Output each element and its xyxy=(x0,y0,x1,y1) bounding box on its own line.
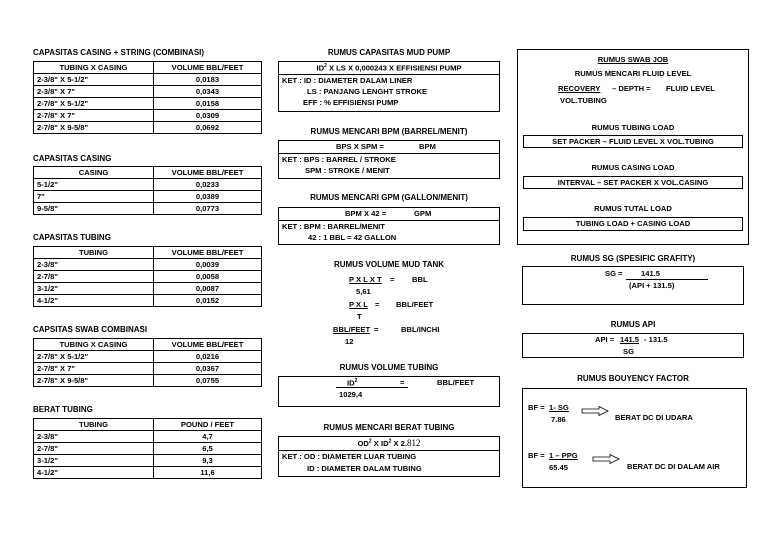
column-header: VOLUME BBL/FEET xyxy=(154,167,262,179)
bf-box xyxy=(522,388,747,488)
table-cell: 4,7 xyxy=(154,431,262,443)
column-header: TUBING xyxy=(34,419,154,431)
mudtank-f2-res: BBL/FEET xyxy=(396,300,434,309)
combinasi-table xyxy=(33,61,262,134)
table-row xyxy=(34,443,262,455)
mudtank-f1-eq: = xyxy=(390,275,395,284)
table-cell: 3-1/2" xyxy=(34,283,154,295)
arrow-right-icon xyxy=(581,406,609,416)
table-cell: 7" xyxy=(34,191,154,203)
formula-part: X ID xyxy=(371,439,389,448)
column-header: TUBING X CASING xyxy=(34,339,154,351)
table-cell: 2-3/8" xyxy=(34,431,154,443)
formula-sup: 2 xyxy=(324,63,327,69)
gpm-box xyxy=(278,207,500,245)
table-cell: 4-1/2" xyxy=(34,467,154,479)
voltubing-den: 1029,4 xyxy=(339,390,363,399)
column-header: TUBING X CASING xyxy=(34,62,154,74)
api-lhs: API = xyxy=(595,335,615,344)
berat-title: BERAT TUBING xyxy=(33,405,93,414)
table-cell: 0,0233 xyxy=(154,179,262,191)
gpm-ket2: 42 : 1 BBL = 42 GALLON xyxy=(308,233,397,242)
gpm-ket1: KET : BPM : BARREL/MENIT xyxy=(282,222,385,231)
fluidlevel-title: RUMUS MENCARI FLUID LEVEL xyxy=(574,69,692,78)
table-row xyxy=(34,98,262,110)
divider xyxy=(279,153,499,154)
bf2-res: BERAT DC DI DALAM AIR xyxy=(627,462,720,471)
fluidlevel-res: FLUID LEVEL xyxy=(666,84,715,93)
table-cell: 2-7/8" xyxy=(34,443,154,455)
fluidlevel-num: RECOVERY xyxy=(558,84,601,93)
berat-table xyxy=(33,418,262,479)
table-row xyxy=(34,203,262,215)
bf2-num: 1 – PPG xyxy=(549,451,578,460)
table-cell: 9,3 xyxy=(154,455,262,467)
divider xyxy=(279,450,499,451)
table-row xyxy=(34,351,262,363)
table-cell: 2-3/8" X 5-1/2" xyxy=(34,74,154,86)
table-row xyxy=(34,179,262,191)
table-cell: 0,0216 xyxy=(154,351,262,363)
voltubing-title: RUMUS VOLUME TUBING xyxy=(339,363,439,372)
gpm-result: GPM xyxy=(414,209,432,218)
table-cell: 2-3/8" xyxy=(34,259,154,271)
table-row xyxy=(34,455,262,467)
berattubing-box xyxy=(278,436,500,477)
mudtank-f2-num: P X L xyxy=(349,300,368,309)
table-cell: 0,0152 xyxy=(154,295,262,307)
api-num: 141.5 xyxy=(620,335,640,344)
bf1-res: BERAT DC DI UDARA xyxy=(615,413,693,422)
sg-box xyxy=(522,266,744,305)
table-row xyxy=(34,375,262,387)
table-cell: 0,0183 xyxy=(154,74,262,86)
mudtank-f1-den: 5,61 xyxy=(356,287,371,296)
column-header: POUND / FEET xyxy=(154,419,262,431)
bf2-lhs: BF = xyxy=(528,451,545,460)
mudpump-box xyxy=(278,61,500,112)
table-cell: 9-5/8" xyxy=(34,203,154,215)
fraction-bar xyxy=(336,387,408,388)
gpm-formula: BPM X 42 = xyxy=(345,209,387,218)
bf1-den: 7.86 xyxy=(551,415,566,424)
table-cell: 5-1/2" xyxy=(34,179,154,191)
column-header: VOLUME BBL/FEET xyxy=(154,339,262,351)
mudpump-ket3: EFF : % EFFISIENSI PUMP xyxy=(303,98,399,107)
berattubing-formula xyxy=(279,438,499,448)
casingload-formula: INTERVAL – SET PACKER X VOL.CASING xyxy=(557,178,709,187)
formula-part: 812 xyxy=(406,438,421,448)
formula-sup: 2 xyxy=(368,438,372,445)
api-rest: - 131.5 xyxy=(644,335,668,344)
tubingload-formula: SET PACKER – FLUID LEVEL X VOL.TUBING xyxy=(552,137,714,146)
table-cell: 0,0755 xyxy=(154,375,262,387)
divider xyxy=(279,220,499,221)
totalload-title: RUMUS TUTAL LOAD xyxy=(594,204,672,213)
divider xyxy=(279,74,499,75)
swabjob-box xyxy=(517,49,749,245)
combinasi-title: CAPASITAS CASING + STRING (COMBINASI) xyxy=(33,48,205,57)
table-header-row xyxy=(34,419,262,431)
table-row xyxy=(34,74,262,86)
table-cell: 3-1/2" xyxy=(34,455,154,467)
casingload-title: RUMUS CASING LOAD xyxy=(591,163,675,172)
formula-sup: 2 xyxy=(388,438,392,445)
bpm-formula: BPS X SPM = xyxy=(336,142,384,151)
berattubing-title: RUMUS MENCARI BERAT TUBING xyxy=(323,423,455,432)
table-cell: 2-3/8" X 7" xyxy=(34,86,154,98)
totalload-formula: TUBING LOAD + CASING LOAD xyxy=(575,219,691,228)
table-header-row xyxy=(34,247,262,259)
api-box xyxy=(522,333,744,358)
berattubing-ket2: ID : DIAMETER DALAM TUBING xyxy=(307,464,422,473)
bf1-lhs: BF = xyxy=(528,403,545,412)
table-header-row xyxy=(34,167,262,179)
tubing-table xyxy=(33,246,262,307)
column-header: VOLUME BBL/FEET xyxy=(154,62,262,74)
table-row xyxy=(34,295,262,307)
table-header-row xyxy=(34,339,262,351)
mudtank-f1-res: BBL xyxy=(412,275,428,284)
sg-num: 141.5 xyxy=(641,269,661,278)
table-row xyxy=(34,283,262,295)
swab-table xyxy=(33,338,262,387)
fluidlevel-mid: – DEPTH = xyxy=(612,84,651,93)
fluidlevel-den: VOL.TUBING xyxy=(560,96,607,105)
bpm-box xyxy=(278,140,500,179)
table-cell: 2-7/8" X 9-5/8" xyxy=(34,375,154,387)
bf2-den: 65.45 xyxy=(549,463,569,472)
formula-sup: 2 xyxy=(354,378,358,384)
tubingload-formula-box xyxy=(523,135,743,148)
table-row xyxy=(34,259,262,271)
bpm-ket2: SPM : STROKE / MENIT xyxy=(305,166,390,175)
table-header-row xyxy=(34,62,262,74)
table-cell: 2-7/8" xyxy=(34,271,154,283)
gpm-title: RUMUS MENCARI GPM (GALLON/MENIT) xyxy=(310,193,468,202)
table-cell: 0,0343 xyxy=(154,86,262,98)
bf1-num: 1- SG xyxy=(549,403,569,412)
sg-den: (API + 131.5) xyxy=(629,281,675,290)
table-cell: 0,0389 xyxy=(154,191,262,203)
formula-part: ID xyxy=(316,63,325,73)
casing-title: CAPASITAS CASING xyxy=(33,154,112,163)
formula-part: ID xyxy=(347,378,355,388)
tubing-title: CAPASITAS TUBING xyxy=(33,233,111,242)
table-cell: 0,0058 xyxy=(154,271,262,283)
bf-title: RUMUS BOUYENCY FACTOR xyxy=(577,374,689,383)
table-row xyxy=(34,363,262,375)
mudtank-f3-eq: = xyxy=(374,325,379,334)
bpm-ket1: KET : BPS : BARREL / STROKE xyxy=(282,155,396,164)
table-cell: 0,0087 xyxy=(154,283,262,295)
arrow-right-icon xyxy=(592,454,620,464)
table-cell: 0,0692 xyxy=(154,122,262,134)
totalload-formula-box xyxy=(523,217,743,231)
table-cell: 2-7/8" X 5-1/2" xyxy=(34,98,154,110)
formula-part: X 2. xyxy=(391,439,407,448)
api-den: SG xyxy=(623,347,634,356)
mudtank-f2-eq: = xyxy=(375,300,380,309)
casingload-formula-box xyxy=(523,176,743,189)
sg-title: RUMUS SG (SPESIFIC GRAFITY) xyxy=(570,254,696,263)
swabjob-title: RUMUS SWAB JOB xyxy=(597,55,669,64)
table-row xyxy=(34,191,262,203)
mudtank-f3-res: BBL/INCHI xyxy=(401,325,440,334)
bpm-title: RUMUS MENCARI BPM (BARREL/MENIT) xyxy=(310,127,468,136)
voltubing-eq: = xyxy=(400,378,405,387)
table-cell: 0,0158 xyxy=(154,98,262,110)
column-header: CASING xyxy=(34,167,154,179)
mudtank-f3-num: BBL/FEET xyxy=(333,325,371,334)
mudpump-formula xyxy=(279,63,499,73)
berattubing-ket1: KET : OD : DIAMETER LUAR TUBING xyxy=(282,452,417,461)
table-cell: 0,0309 xyxy=(154,110,262,122)
table-row xyxy=(34,86,262,98)
column-header: VOLUME BBL/FEET xyxy=(154,247,262,259)
voltubing-res: BBL/FEET xyxy=(437,378,475,387)
casing-table xyxy=(33,166,262,215)
formula-part: X LS X 0,000243 X EFFISIENSI PUMP xyxy=(326,63,462,73)
table-cell: 0,0773 xyxy=(154,203,262,215)
voltubing-box xyxy=(278,376,500,407)
table-cell: 2-7/8" X 5-1/2" xyxy=(34,351,154,363)
table-cell: 4-1/2" xyxy=(34,295,154,307)
table-row xyxy=(34,271,262,283)
table-cell: 0,0367 xyxy=(154,363,262,375)
sg-lhs: SG = xyxy=(605,269,623,278)
mudpump-title: RUMUS CAPASITAS MUD PUMP xyxy=(327,48,451,57)
formula-part: OD xyxy=(357,439,369,448)
swab-title: CAPSITAS SWAB COMBINASI xyxy=(33,325,148,334)
mudtank-f3-den: 12 xyxy=(345,337,354,346)
mudtank-title: RUMUS VOLUME MUD TANK xyxy=(333,260,445,269)
table-row xyxy=(34,122,262,134)
table-cell: 2-7/8" X 7" xyxy=(34,110,154,122)
bpm-result: BPM xyxy=(419,142,436,151)
table-cell: 6,5 xyxy=(154,443,262,455)
mudtank-f2-den: T xyxy=(357,312,362,321)
column-header: TUBING xyxy=(34,247,154,259)
table-row xyxy=(34,431,262,443)
mudpump-ket2: LS : PANJANG LENGHT STROKE xyxy=(307,87,428,96)
table-cell: 0,0039 xyxy=(154,259,262,271)
table-row xyxy=(34,467,262,479)
table-cell: 2-7/8" X 9-5/8" xyxy=(34,122,154,134)
fraction-bar xyxy=(626,279,708,280)
tubingload-title: RUMUS TUBING LOAD xyxy=(591,123,675,132)
table-cell: 11,6 xyxy=(154,467,262,479)
table-row xyxy=(34,110,262,122)
mudpump-ket1: KET : ID : DIAMETER DALAM LINER xyxy=(282,76,413,85)
table-cell: 2-7/8" X 7" xyxy=(34,363,154,375)
mudtank-f1-num: P X L X T xyxy=(349,275,382,284)
api-title: RUMUS API xyxy=(610,320,656,329)
